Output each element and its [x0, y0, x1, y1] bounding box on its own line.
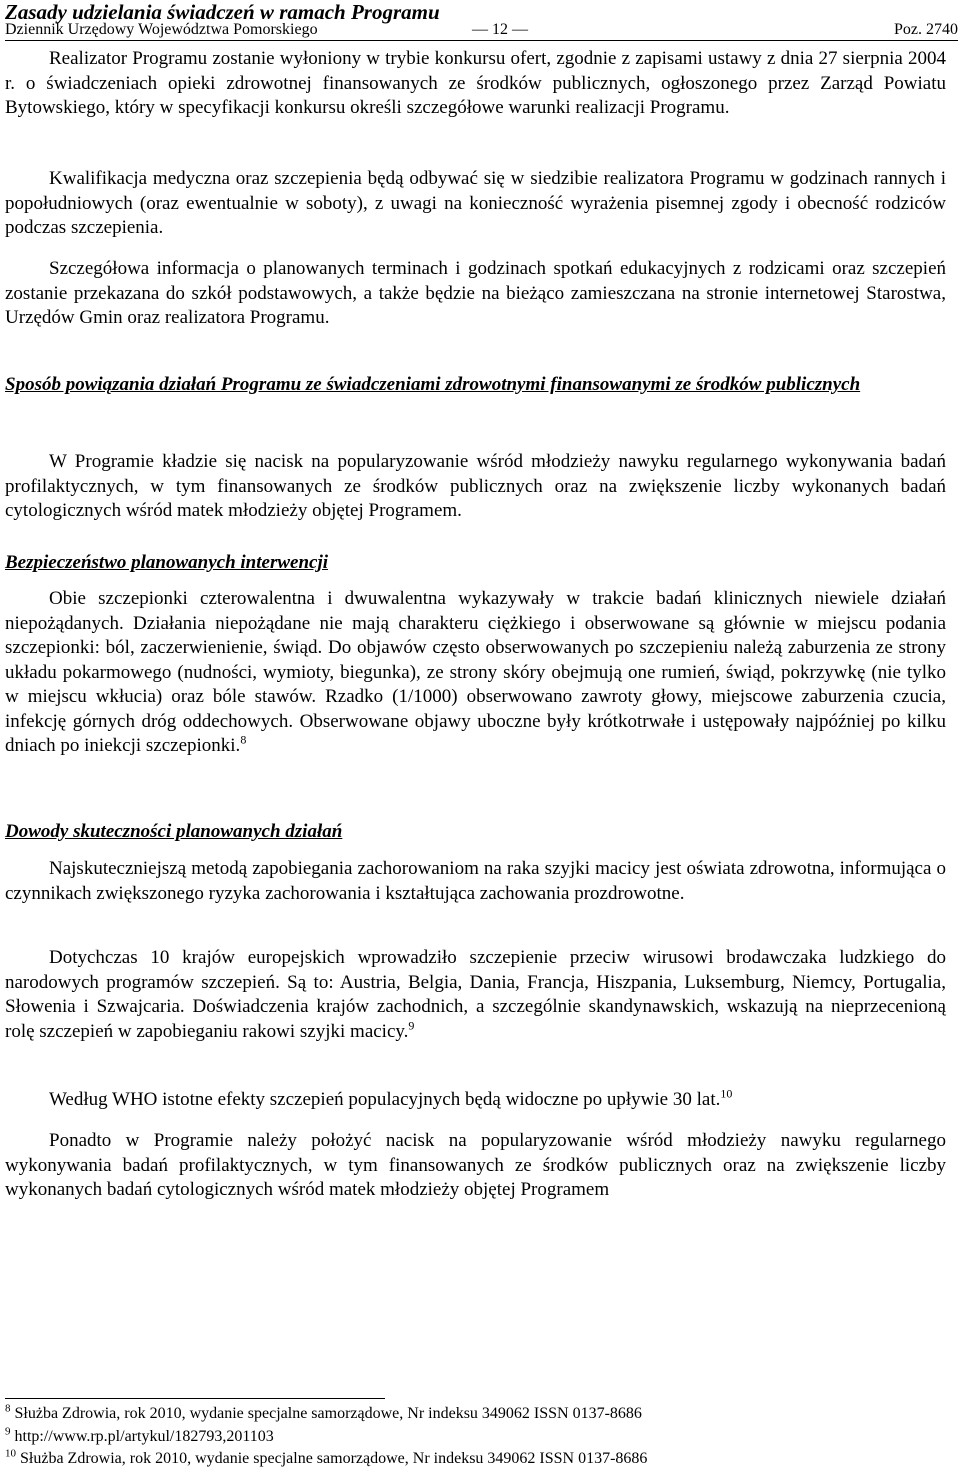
heading-dowody: Dowody skuteczności planowanych działań [5, 821, 343, 842]
paragraph-ponadto: Ponadto w Programie należy położyć nacisk na popularyzowanie wśród młodzieży nawyku regularnego wykonywania badań profilaktycznych, w tym finansowanych ze środków publicznych oraz na zwiększenie liczby wykonanych badań cytologicznych wśród matek młodzieży objętej Programem [5, 1130, 946, 1200]
document-title: Zasady udzielania świadczeń w ramach Programu [5, 0, 440, 24]
paragraph-kraje [5, 946, 946, 1044]
footnote-number: 8 [5, 1402, 11, 1415]
footnote-8 [5, 1404, 642, 1423]
footnote-ref-8: 8 [240, 732, 247, 747]
footnote-number: 10 [5, 1447, 16, 1460]
paragraph-oswiata: Najskuteczniejszą metodą zapobiegania zachorowaniom na raka szyjki macicy jest oświata zdrowotna, informująca o czynnikach zwiększonego ryzyka zachorowania i kształtująca zachowania prozdrowotne. [5, 858, 946, 904]
page-number: — 12 — [472, 21, 528, 38]
footnote-9 [5, 1427, 274, 1446]
paragraph-nacisk: W Programie kładzie się nacisk na popularyzowanie wśród młodzieży nawyku regularnego wykonywania badań profilaktycznych, w tym finansowanych ze środków publicznych oraz na zwiększenie liczby wykonanych badań cytologicznych wśród matek młodzieży objętej Programem. [5, 451, 946, 521]
position-number: Poz. 2740 [894, 21, 958, 38]
footnote-ref-9: 9 [408, 1018, 415, 1033]
paragraph-kwalifikacja: Kwalifikacja medyczna oraz szczepienia będą odbywać się w siedzibie realizatora Programu w godzinach rannych i popołudniowych (oraz ewentualnie w soboty), z uwagi na konieczność wyrażenia pisemnej zgody i obecność rodziców podczas szczepienia. [5, 168, 946, 238]
paragraph-szczepionki [5, 587, 946, 759]
paragraph-who-text: Według WHO istotne efekty szczepień populacyjnych będą widoczne po upływie 30 lat. [49, 1089, 721, 1110]
paragraph-kraje-text: Dotychczas 10 krajów europejskich wprowadziło szczepienie przeciw wirusowi brodawczaka ludzkiego do narodowych programów szczepień. Są to: Austria, Belgia, Dania, Francja, Hiszpania, Luksemburg, Niemcy, Portugalia, Słowenia i Szwajcaria. Doświadczenia krajów zachodnich, a szczególnie skandynawskich, wskazują na nieprzecenioną rolę szczepień w zapobieganiu rakowi szyjki macicy. [5, 947, 946, 1042]
footnote-link[interactable]: http://www.rp.pl/artykul/182793,201103 [14, 1428, 274, 1445]
journal-name: Dziennik Urzędowy Województwa Pomorskiego [5, 21, 318, 38]
running-header [5, 20, 958, 41]
heading-bezpieczenstwo: Bezpieczeństwo planowanych interwencji [5, 552, 329, 573]
paragraph-szczepionki-text: Obie szczepionki czterowalentna i dwuwalentna wykazywały w trakcie badań klinicznych niewiele działań niepożądanych. Działania niepożądane nie mają charakteru ciężkiego i obserwowane są głównie w miejscu podania szczepionki: ból, zaczerwienienie, świąd. Do objawów często obserwowanych po szczepieniu należą zaburzenia ze strony układu pokarmowego (nudności, wymioty, biegunka), ze strony skóry obejmują one rumień, świąd, pokrzywkę (nie tylko w miejscu wkłucia) oraz bóle stawów. Rzadko (1/1000) obserwowano zawroty głowy, miejscowe zaburzenia czucia, infekcję górnych dróg oddechowych. Obserwowane objawy uboczne były krótkotrwałe i ustępowały najpóźniej po kilku dniach po iniekcji szczepionki. [5, 588, 946, 756]
footnote-text: Służba Zdrowia, rok 2010, wydanie specjalne samorządowe, Nr indeksu 349062 ISSN 0137-8686 [20, 1450, 648, 1467]
footnote-ref-10: 10 [720, 1086, 733, 1101]
footnote-text: Służba Zdrowia, rok 2010, wydanie specjalne samorządowe, Nr indeksu 349062 ISSN 0137-8686 [14, 1405, 642, 1422]
paragraph-who [5, 1088, 946, 1113]
footnote-number: 9 [5, 1425, 11, 1438]
footnote-separator [5, 1398, 385, 1399]
heading-powiazanie: Sposób powiązania działań Programu ze świadczeniami zdrowotnymi finansowanymi ze środków publicznych [5, 374, 861, 395]
paragraph-informacja: Szczegółowa informacja o planowanych terminach i godzinach spotkań edukacyjnych z rodzicami oraz szczepień zostanie przekazana do szkół podstawowych, a także będzie na bieżąco zamieszczana na stronie internetowej Starostwa, Urzędów Gmin oraz realizatora Programu. [5, 258, 946, 328]
footnote-10 [5, 1449, 647, 1468]
paragraph-realizator: Realizator Programu zostanie wyłoniony w trybie konkursu ofert, zgodnie z zapisami ustawy z dnia 27 sierpnia 2004 r. o świadczeniach opieki zdrowotnej finansowanych ze środków publicznych, ogłoszonego przez Zarząd Powiatu Bytowskiego, który w specyfikacji konkursu określi szczegółowe warunki realizacji Programu. [5, 48, 946, 118]
